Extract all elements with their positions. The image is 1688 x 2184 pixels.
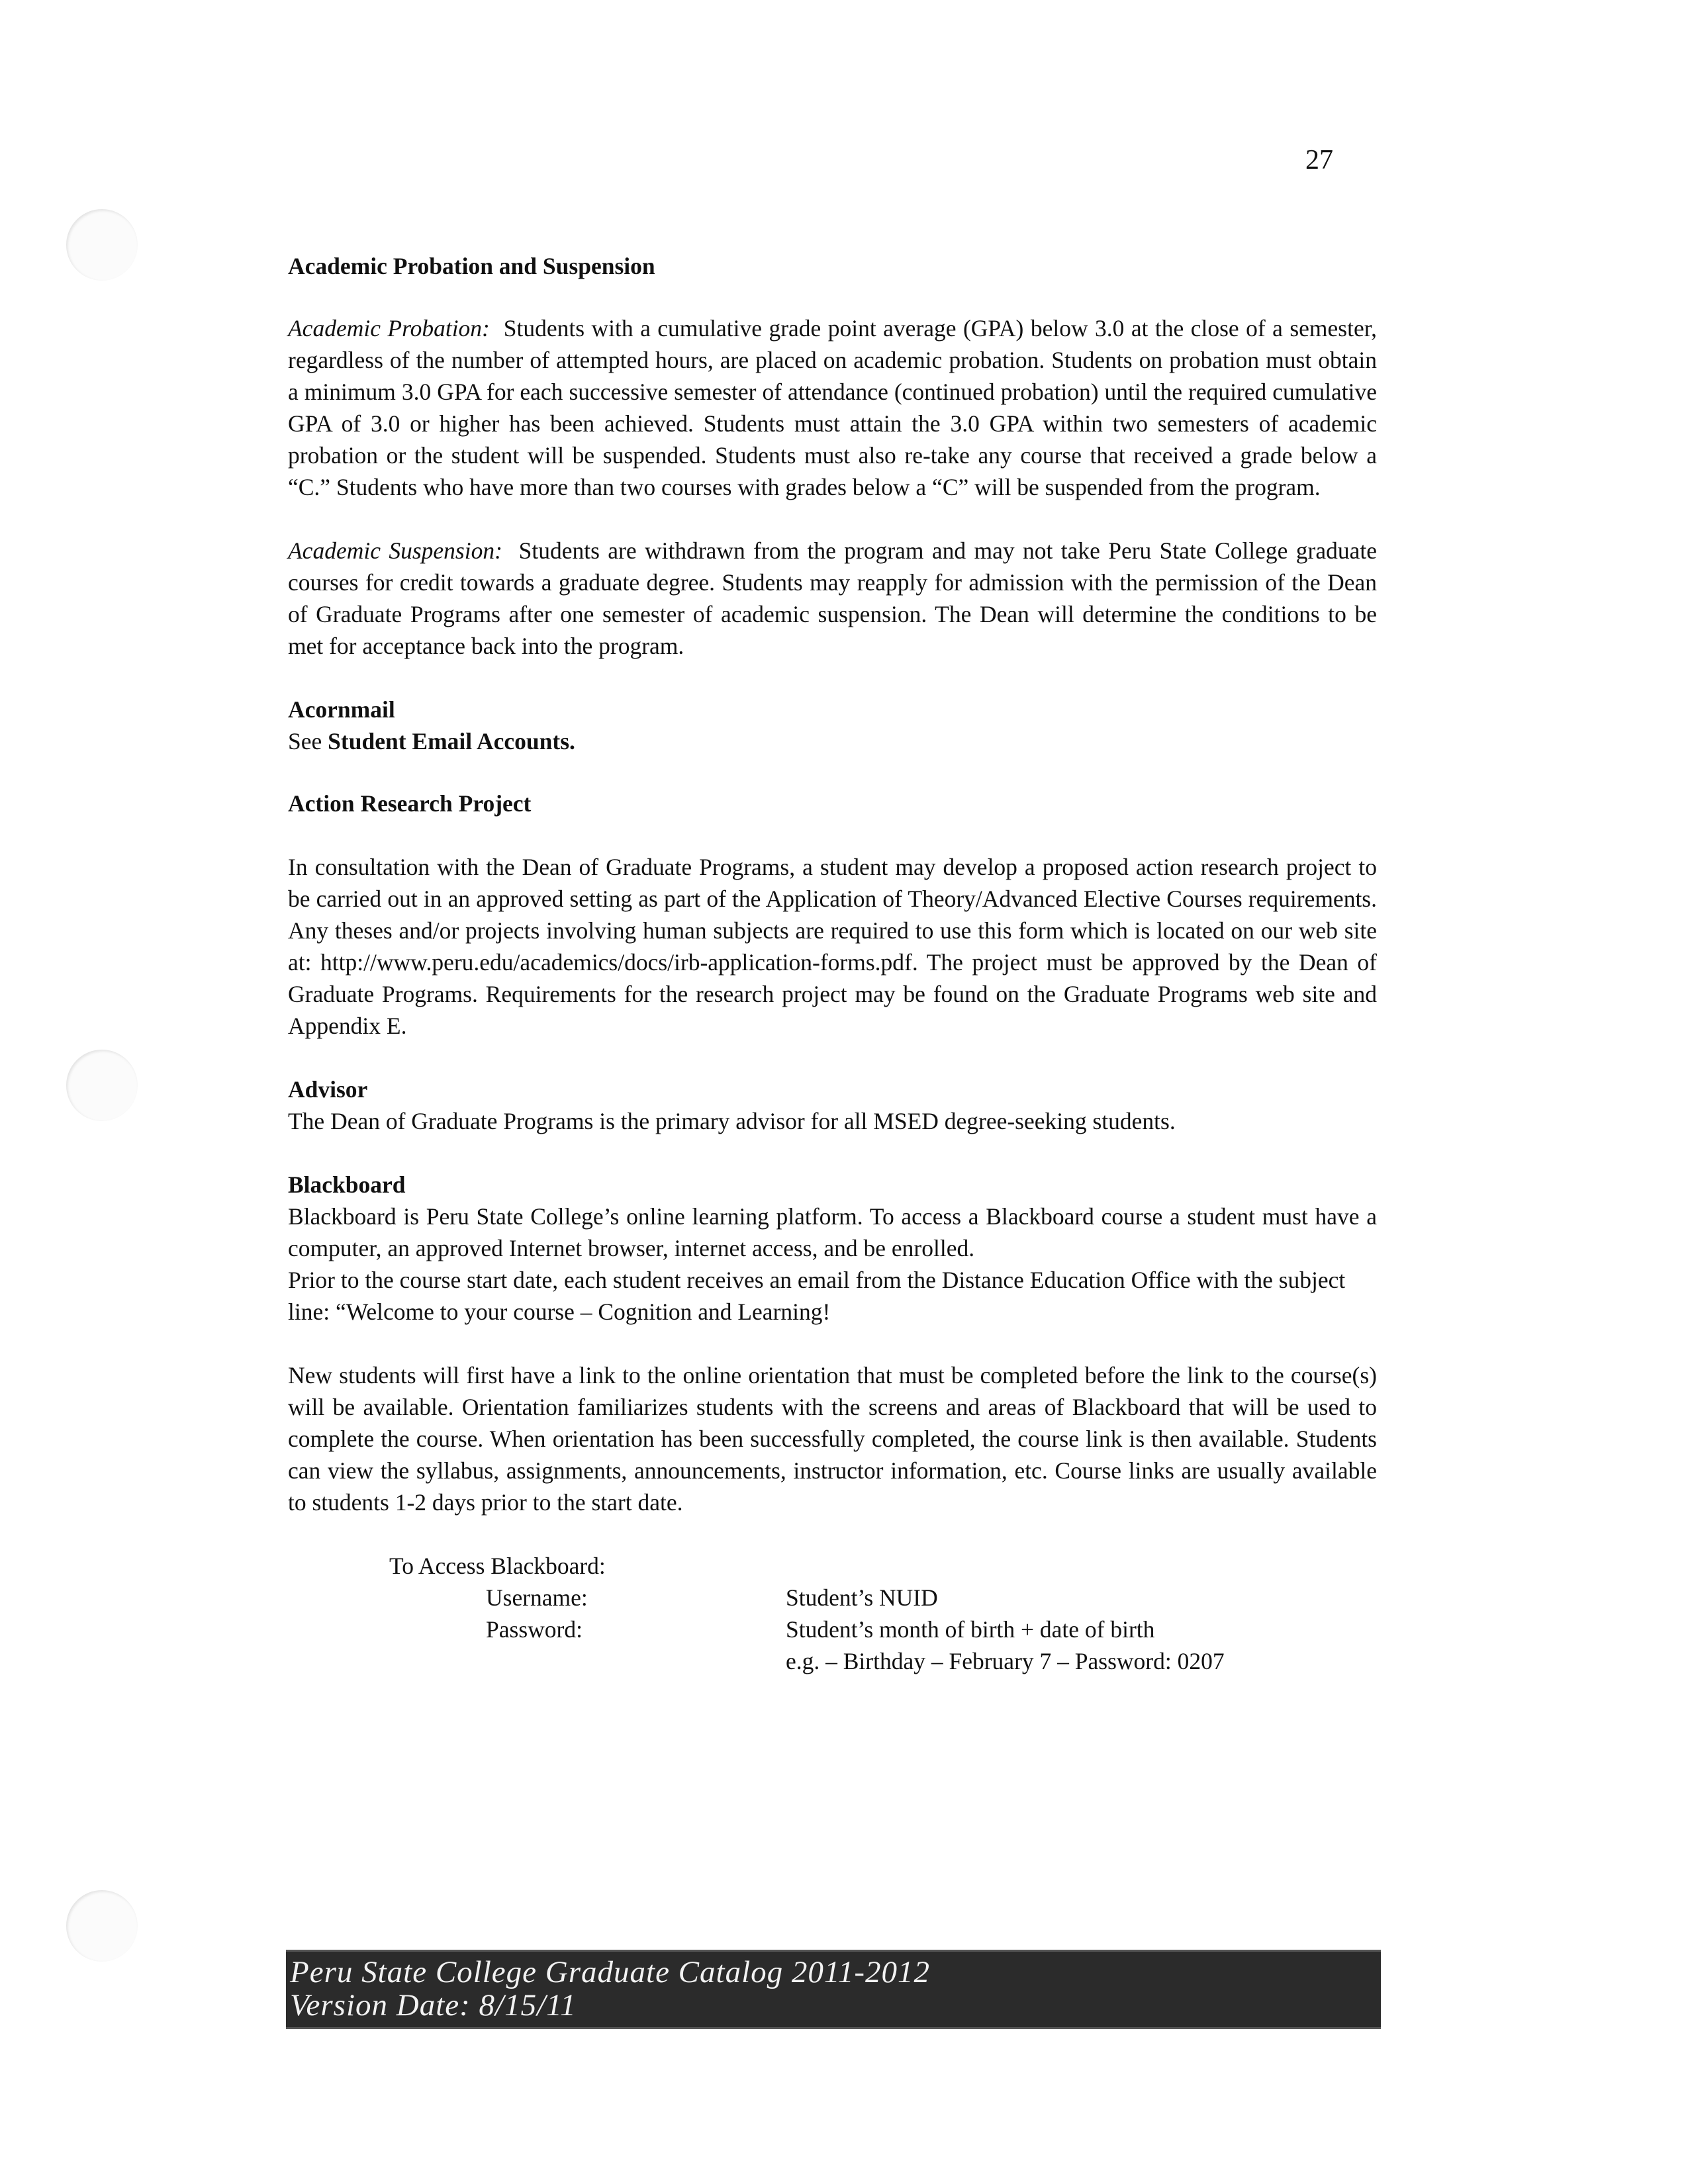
acornmail-link: Student Email Accounts.	[328, 728, 575, 754]
punch-hole-bottom	[66, 1890, 138, 1962]
blackboard-access-block	[288, 1550, 1377, 1677]
catalog-footer-banner	[286, 1950, 1381, 2029]
action-research-paragraph: In consultation with the Dean of Graduate Programs, a student may develop a proposed action research project to be carried out in an approved setting as part of the Application of Theory/Advanced Elective Courses requirements. Any theses and/or projects involving human subjects are required to use this form which is located on our web site at: http://www.peru.edu/academics/docs/irb-application-forms.pdf. The project must be approved by the Dean of Graduate Programs. Requirements for the research project may be found on the Graduate Programs web site and Appendix E.	[288, 854, 1377, 1039]
username-value: Student’s NUID	[786, 1584, 938, 1611]
probation-paragraph	[288, 312, 1377, 503]
section-title-probation: Academic Probation and Suspension	[288, 253, 655, 279]
blackboard-paragraph-3: New students will first have a link to the online orientation that must be completed before the link to the course(s) will be available. Orientation familiarizes students with the screens and areas of Blackboard that will be used to complete the course. When orientation has been successfully completed, the course link is then available. Students can view the syllabus, assignments, announcements, instructor information, etc. Course links are usually available to students 1-2 days prior to the start date.	[288, 1362, 1377, 1516]
password-example: e.g. – Birthday – February 7 – Password: 0207	[786, 1648, 1225, 1674]
access-title: To Access Blackboard:	[389, 1553, 606, 1579]
footer-version-date: Version Date: 8/15/11	[290, 1988, 577, 2023]
section-title-action-research: Action Research Project	[288, 790, 532, 817]
punch-hole-top	[66, 209, 138, 281]
footer-catalog-title: Peru State College Graduate Catalog 2011-2012	[290, 1955, 931, 1989]
probation-label: Academic Probation:	[288, 315, 490, 341]
acornmail-see-line	[288, 725, 1377, 757]
password-label: Password:	[486, 1616, 583, 1643]
section-title-acornmail: Acornmail	[288, 696, 395, 723]
section-title-advisor: Advisor	[288, 1076, 368, 1103]
suspension-paragraph	[288, 535, 1377, 662]
password-value: Student’s month of birth + date of birth	[786, 1616, 1155, 1643]
probation-text: Students with a cumulative grade point average (GPA) below 3.0 at the close of a semester, regardless of the number of attempted hours, are placed on academic probation. Students on probation must obtain a minimum 3.0 GPA for each successive semester of attendance (continued probation) until the required cumulative GPA of 3.0 or higher has been achieved. Students must attain the 3.0 GPA within two semesters of academic probation or the student will be suspended. Students must also re-take any course that received a grade below a “C.” Students who have more than two courses with grades below a “C” will be suspended from the program.	[288, 315, 1378, 500]
section-title-blackboard: Blackboard	[288, 1171, 406, 1198]
punch-hole-middle	[66, 1050, 138, 1121]
advisor-paragraph: The Dean of Graduate Programs is the primary advisor for all MSED degree-seeking students.	[288, 1108, 1176, 1134]
document-body	[288, 250, 1377, 1677]
blackboard-paragraph-2: Prior to the course start date, each student receives an email from the Distance Education Office with the subject line: “Welcome to your course – Cognition and Learning!	[288, 1267, 1346, 1325]
username-label: Username:	[486, 1584, 588, 1611]
acornmail-see: See	[288, 728, 322, 754]
page-number: 27	[1305, 145, 1333, 175]
suspension-label: Academic Suspension:	[288, 537, 502, 564]
blackboard-paragraph-1: Blackboard is Peru State College’s online learning platform. To access a Blackboard course a student must have a computer, an approved Internet browser, internet access, and be enrolled.	[288, 1203, 1377, 1261]
suspension-text: Students are withdrawn from the program and may not take Peru State College graduate courses for credit towards a graduate degree. Students may reapply for admission with the permission of the Dean of Graduate Programs after one semester of academic suspension. The Dean will determine the conditions to be met for acceptance back into the program.	[288, 537, 1377, 659]
